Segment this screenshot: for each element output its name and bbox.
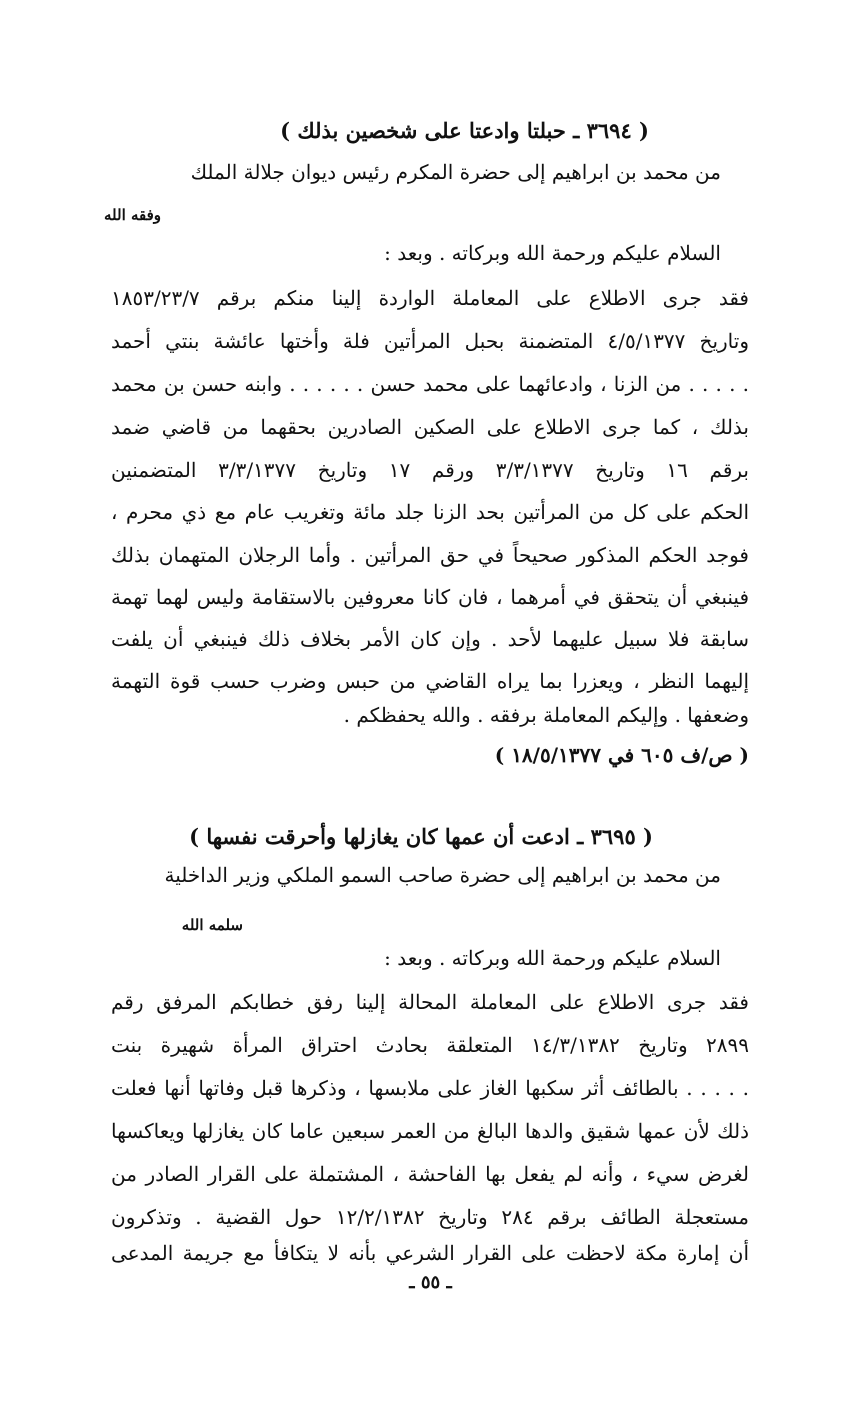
letter-1-body-line: فقد جرى الاطلاع على المعاملة الواردة إلينا منكم برقم ١٨٥٣/٢٣/٧ [111, 286, 749, 310]
letter-2-body-line: ٢٨٩٩ وتاريخ ١٤/٣/١٣٨٢ المتعلقة بحادث احتراق المرأة شهيرة بنت [111, 1033, 749, 1057]
letter-2-body-line: أن إمارة مكة لاحظت على القرار الشرعي بأنه لا يتكافأ مع جريمة المدعى [111, 1241, 749, 1265]
letter-1-body-line: وتاريخ ٤/٥/١٣٧٧ المتضمنة بحبل المرأتين فلة وأختها عائشة بنتي أحمد [111, 329, 749, 353]
letter-2-title: ( ٣٦٩٥ ـ ادعت أن عمها كان يغازلها وأحرقت نفسها ) [189, 824, 653, 849]
letter-1-greeting: السلام عليكم ورحمة الله وبركاته . وبعد : [384, 241, 721, 265]
letter-2-greeting: السلام عليكم ورحمة الله وبركاته . وبعد : [384, 946, 721, 970]
letter-2-blessing: سلمه الله [181, 916, 243, 934]
letter-1-body-line: الحكم على كل من المرأتين بحد الزنا جلد مائة وتغريب عام مع ذي محرم ، [111, 500, 749, 524]
letter-1-body-line: . . . . . من الزنا ، وادعائهما على محمد حسن . . . . . . وابنه حسن بن محمد [111, 372, 750, 396]
page-number: ـ ٥٥ ـ [409, 1272, 452, 1293]
letter-1-body-line: إليهما النظر ، ويعزرا بما يراه القاضي من حبس وضرب حسب قوة التهمة [111, 669, 749, 693]
letter-2-address: من محمد بن ابراهيم إلى حضرة صاحب السمو الملكي وزير الداخلية [164, 863, 721, 887]
letter-1-body-line: فوجد الحكم المذكور صحيحاً في حق المرأتين . وأما الرجلان المتهمان بذلك [111, 543, 749, 567]
letter-2-body-line: . . . . . بالطائف أثر سكبها الغاز على ملابسها ، وذكرها قبل وفاتها أنها فعلت [111, 1076, 749, 1100]
letter-1-body-line: فينبغي أن يتحقق في أمرهما ، فان كانا معروفين بالاستقامة وليس لهما تهمة [111, 585, 749, 609]
letter-2-body-line: مستعجلة الطائف برقم ٢٨٤ وتاريخ ١٢/٢/١٣٨٢ حول القضية . وتذكرون [111, 1205, 749, 1229]
letter-2-body-line: ذلك لأن عمها شقيق والدها البالغ من العمر سبعين عاما كان يغازلها ويعاكسها [111, 1119, 749, 1143]
letter-1-reference: ( ص/ف ٦٠٥ في ١٨/٥/١٣٧٧ ) [494, 743, 749, 767]
letter-1-body-line: برقم ١٦ وتاريخ ٣/٣/١٣٧٧ ورقم ١٧ وتاريخ ٣/٣/١٣٧٧ المتضمنين [111, 458, 749, 482]
letter-1-address: من محمد بن ابراهيم إلى حضرة المكرم رئيس ديوان جلالة الملك [190, 160, 721, 184]
letter-1-blessing: وفقه الله [103, 206, 161, 224]
letter-1-body-line: بذلك ، كما جرى الاطلاع على الصكين الصادرين بحقهما من قاضي ضمد [111, 415, 749, 439]
letter-1-body-line: وضعفها . وإليكم المعاملة برفقه . والله يحفظكم . [343, 703, 749, 727]
letter-2-body-line: لغرض سيء ، وأنه لم يفعل بها الفاحشة ، المشتملة على القرار الصادر من [111, 1162, 749, 1186]
letter-2-body-line: فقد جرى الاطلاع على المعاملة المحالة إلينا رفق خطابكم المرفق رقم [111, 990, 749, 1014]
letter-1-title: ( ٣٦٩٤ ـ حبلتا وادعتا على شخصين بذلك ) [280, 118, 649, 143]
letter-1-body-line: سابقة فلا سبيل عليهما لأحد . وإن كان الأمر بخلاف ذلك فينبغي أن يلفت [111, 627, 749, 651]
